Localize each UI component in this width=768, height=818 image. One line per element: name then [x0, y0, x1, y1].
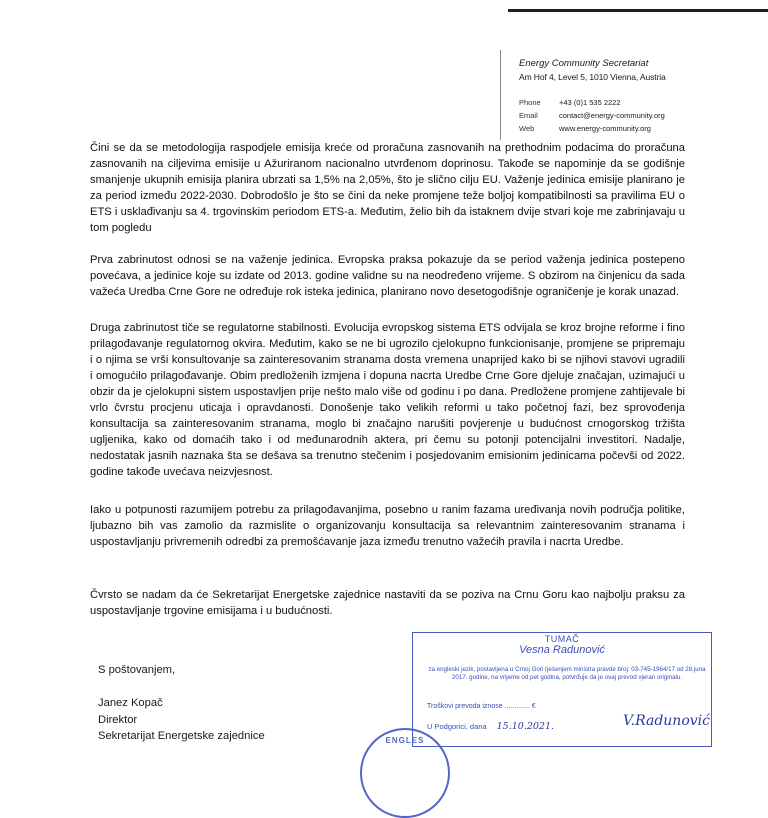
signatory-block [98, 695, 265, 745]
email-label: Email [519, 111, 538, 120]
email-value: contact@energy-community.org [559, 111, 665, 120]
paragraph-3: Druga zabrinutost tiče se regulatorne stabilnosti. Evolucija evropskog sistema ETS odvijala se kroz brojne reforme i fino prilagođavanje regulatornog okvira. Međutim, kako se ne bi ugrozilo cjelokupno funkcionisanje, promjene se pripremaju i o njima se vrši konsultovanje sa zainteresovanim stranama dosta vremena unaprijed kako bi se njihovi stavovi ugradili i omogućilo prilagođavanje. Obim predloženih izmjena i dopuna nacrta Uredbe Crne Gore djeluje značajan, uzimajući u obzir da je cjelokupni sistem uspostavljen prije nešto malo više od godinu i po dana. Predložene promjene zahtijevale bi vrlo čvrstu procjenu uticaja i opravdanosti. Donošenje tako velikih reformi u tako početnoj fazi, bez sprovođenja konsultacija sa zainteresovanim stranama, moglo bi značajno narušiti povjerenje u budućnost crnogorskog tržišta ugljenika, kako od domaćih tako i od međunarodnih aktera, pri čemu su potonji potencijalni investitori. Nadalje, nedostatak jasnih naznaka šta se dešava sa trenutno stečenim i posjedovanim emisionim jedinicama počevši od 2022. godine takođe uvećava neizvjesnost. [90, 322, 685, 478]
org-name: Energy Community Secretariat [519, 58, 649, 69]
closing-salutation: S poštovanjem, [98, 664, 176, 676]
web-row [519, 124, 651, 133]
paragraph-4: Iako u potpunosti razumijem potrebu za prilagođavanjima, posebno u ranim fazama uređivanja novih područja politike, ljubazno bih vas zamolio da razmislite o organizovanju konsultacija sa relevantnim zainteresovanim stranama i uspostavljanju privremenih odredbi za premošćavanje jaza između trenutno važećih pravila i nacrta Uredbe. [90, 504, 685, 548]
email-row [519, 111, 665, 120]
letterhead-top-rule [508, 0, 768, 12]
stamp-fee-line: Troškovi prevoda iznose ............. € [427, 703, 536, 710]
paragraph-2: Prva zabrinutost odnosi se na važenje jedinica. Evropska praksa pokazuje da se period važenja jedinica postepeno povećava, a jedinice koje su izdate od 2013. godine validne su na neodređeno vrijeme. S obzirom na činjenicu da sada važeća Uredba Crne Gore ne određuje rok isteka jedinica, planirano novo desetogodišnje ograničenje je korak unazad. [90, 254, 685, 298]
stamp-certification-text: za engleski jezik, postavljena u Crnoj Gori rješenjem ministra pravde broj: 03-745-1964/17 od 28.juna 2017. godine, na vrijeme od pet godina, potvrđuje da je ovaj prevod vjeran originalu. [428, 666, 706, 681]
translator-stamp [412, 632, 712, 747]
stamp-signature: V.Radunović [623, 713, 710, 729]
phone-label: Phone [519, 98, 541, 107]
signatory-org: Sekretarijat Energetske zajednice [98, 730, 265, 742]
signatory-title: Direktor [98, 713, 138, 726]
stamp-place-line [427, 721, 554, 732]
stamp-place-label: U Podgorici, dana [427, 722, 487, 731]
phone-row [519, 98, 621, 107]
stamp-date-handwritten: 15.10.2021. [496, 721, 555, 732]
phone-value: +43 (0)1 535 2222 [559, 98, 621, 107]
web-value: www.energy-community.org [559, 124, 651, 133]
signatory-name: Janez Kopač [98, 697, 163, 709]
stamp-translator-name: Vesna Radunović [519, 644, 605, 656]
org-address: Am Hof 4, Level 5, 1010 Vienna, Austria [519, 72, 666, 82]
seal-text: ENGLES [385, 736, 425, 745]
paragraph-5: Čvrsto se nadam da će Sekretarijat Energetske zajednice nastaviti da se poziva na Crnu Goru kao najbolju praksu za uspostavljanje trgovine emisijama i u budućnosti. [90, 589, 685, 617]
stamp-title: TUMAČ [544, 634, 580, 644]
letterhead-divider [500, 50, 509, 140]
official-seal [360, 728, 450, 818]
web-label: Web [519, 124, 535, 133]
paragraph-1: Čini se da se metodologija raspodjele emisija kreće od proračuna zasnovanih na prethodnim podacima do proračuna zasnovanih na ciljevima emisije u Ažuriranom nacionalno utvrđenom doprinosu. Takođe se napominje da se godišnje smanjenje ukupnih emisija planira ubrzati sa 1,5% na 2,05%, što je slično cilju EU. Važenje jedinica emisije planirano je za period između 2022-2030. Dobrodošlo je što se čini da neke promjene teže boljoj kompatibilnosti sa pravilima EU o ETS i usklađivanju sa 4. trgovinskim periodom ETS-a. Međutim, želio bih da istaknem dvije stvari koje me zabrinjavaju u tom pogledu [90, 142, 685, 234]
